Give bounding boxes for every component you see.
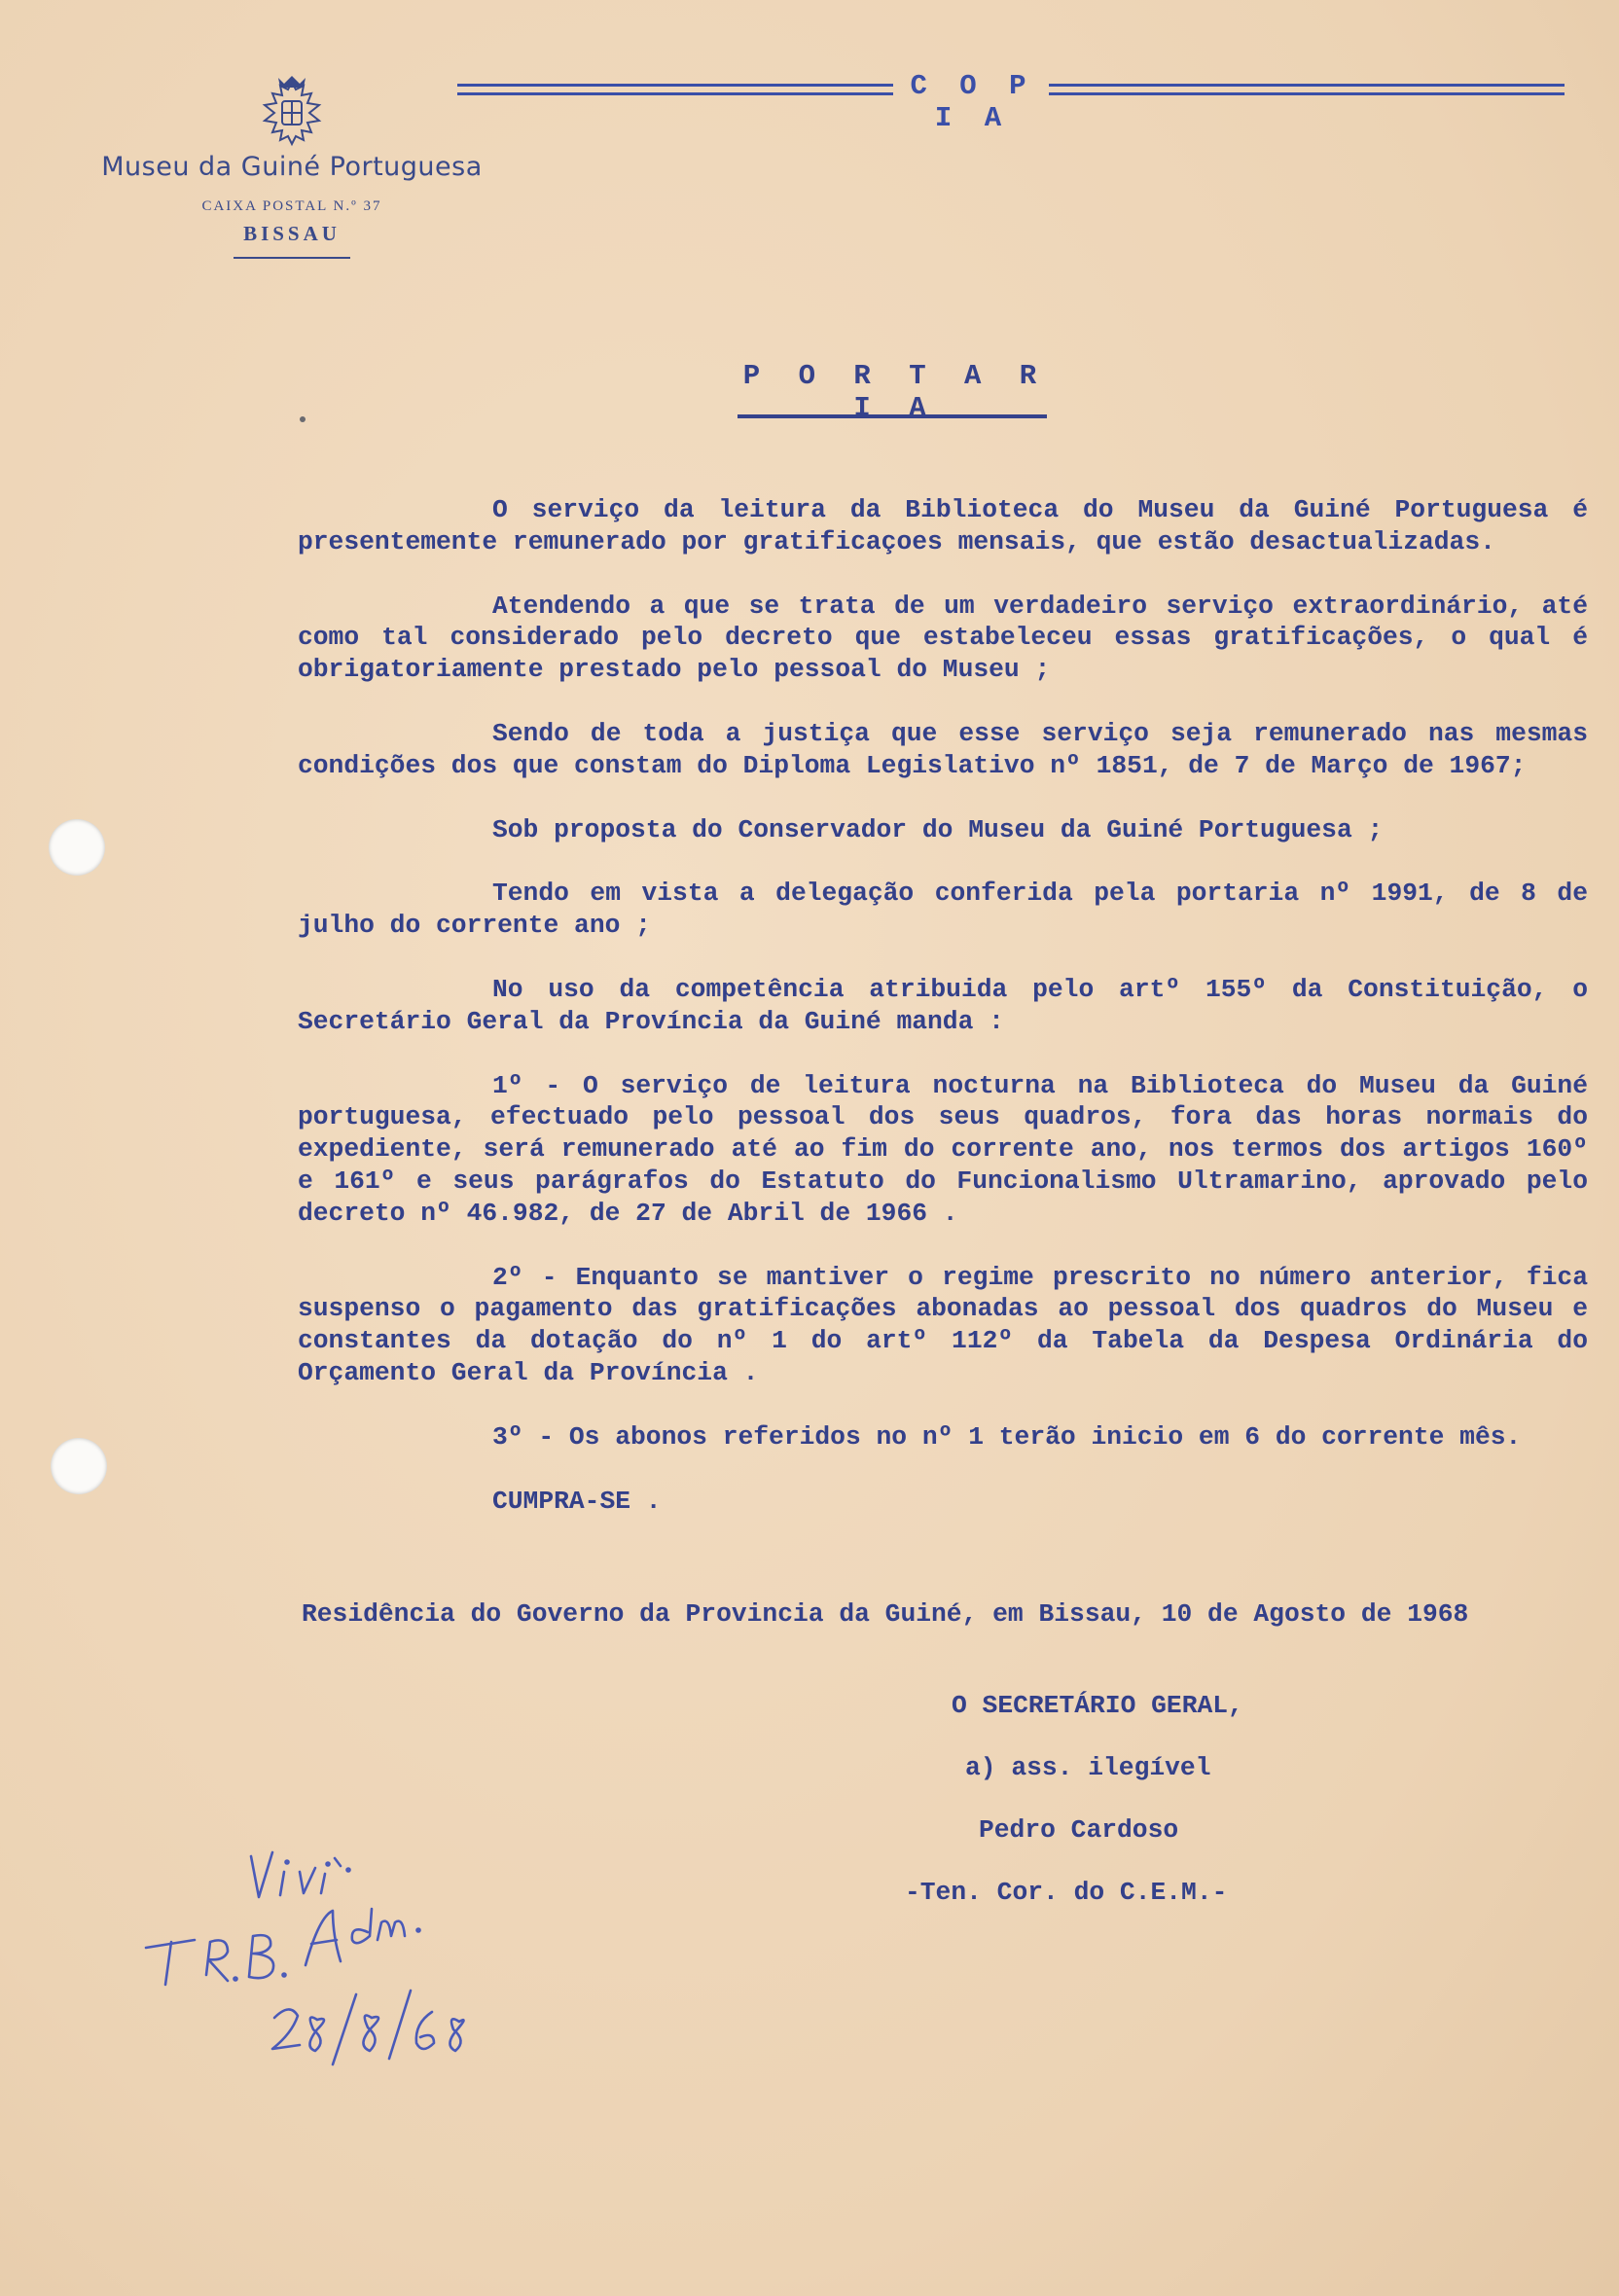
copia-rule-right [1049,84,1565,95]
handwritten-annotation [126,1839,594,2092]
signatory-title: O SECRETÁRIO GERAL, [952,1691,1243,1720]
paragraph: Sob proposta do Conservador do Museu da Guiné Portuguesa ; [492,814,1384,844]
paragraph: Sendo de toda a justiça que esse serviço seja remunerado nas mesmas condições dos que constam do Diploma Legislativo nº 1851, de 7 de Março de 1967; [298,718,1588,780]
paragraph: Tendo em vista a delegação conferida pela portaria nº 1991, de 8 de julho do corrente ano ; [298,879,1588,941]
signature-note: a) ass. ilegível [965,1753,1211,1782]
signatory-rank: -Ten. Cor. do C.E.M.- [905,1878,1228,1907]
paragraph: No uso da competência atribuida pelo artº 155º da Constituição, o Secretário Geral da Província da Guiné manda : [298,974,1588,1036]
closing-formula: CUMPRA-SE . [492,1486,662,1516]
signatory-name: Pedro Cardoso [979,1815,1179,1845]
punch-hole-lower [51,1438,107,1494]
paragraph: Atendendo a que se trata de um verdadeiro serviço extraordinário, até como tal considerado pelo decreto que estabeleceu essas gratificações, o qual é obrigatoriamente prestado pelo pessoal do Museu ; [298,591,1588,685]
paragraph: 3º - Os abonos referidos no nº 1 terão inicio em 6 do corrente mês. [492,1421,1522,1452]
letterhead-rule [234,257,350,259]
place-and-date: Residência do Governo da Provincia da Guiné, em Bissau, 10 de Agosto de 1968 [302,1599,1469,1629]
paragraph: O serviço da leitura da Biblioteca do Museu da Guiné Portuguesa é presentemente remunerado por gratificaçoes mensais, que estão desactualizadas. [298,495,1588,556]
title-underline [738,414,1047,418]
institution-name: Museu da Guiné Portuguesa [101,152,483,182]
copia-label: C O P I A [910,70,1034,134]
copia-rule-left [457,84,893,95]
punch-hole-upper [49,819,105,876]
paragraph: 2º - Enquanto se mantiver o regime prescrito no número anterior, fica suspenso o pagamento das gratificações abonadas ao pessoal dos quadros do Museu e constantes da dotação do nº 1 do artº 112º da Tabela da Despesa Ordinária do Orçamento Geral da Província . [298,1262,1588,1387]
coat-of-arms-icon [245,76,339,150]
document-title: P O R T A R I A [742,360,1048,424]
signature-block [876,1691,1421,1940]
document-body [298,494,1588,1517]
paragraph: 1º - O serviço de leitura nocturna na Biblioteca do Museu da Guiné portuguesa, efectuado pelo pessoal dos seus quadros, fora das horas normais do expediente, será remunerado até ao fim do corrente ano, nos termos dos artigos 160º e 161º e seus parágrafos do Estatuto do Funcionalismo Ultramarino, aprovado pelo decreto nº 46.982, de 27 de Abril de 1966 . [298,1070,1588,1228]
ink-dot [300,416,306,422]
postal-box: CAIXA POSTAL N.º 37 [201,198,382,214]
city: BISSAU [243,222,341,245]
